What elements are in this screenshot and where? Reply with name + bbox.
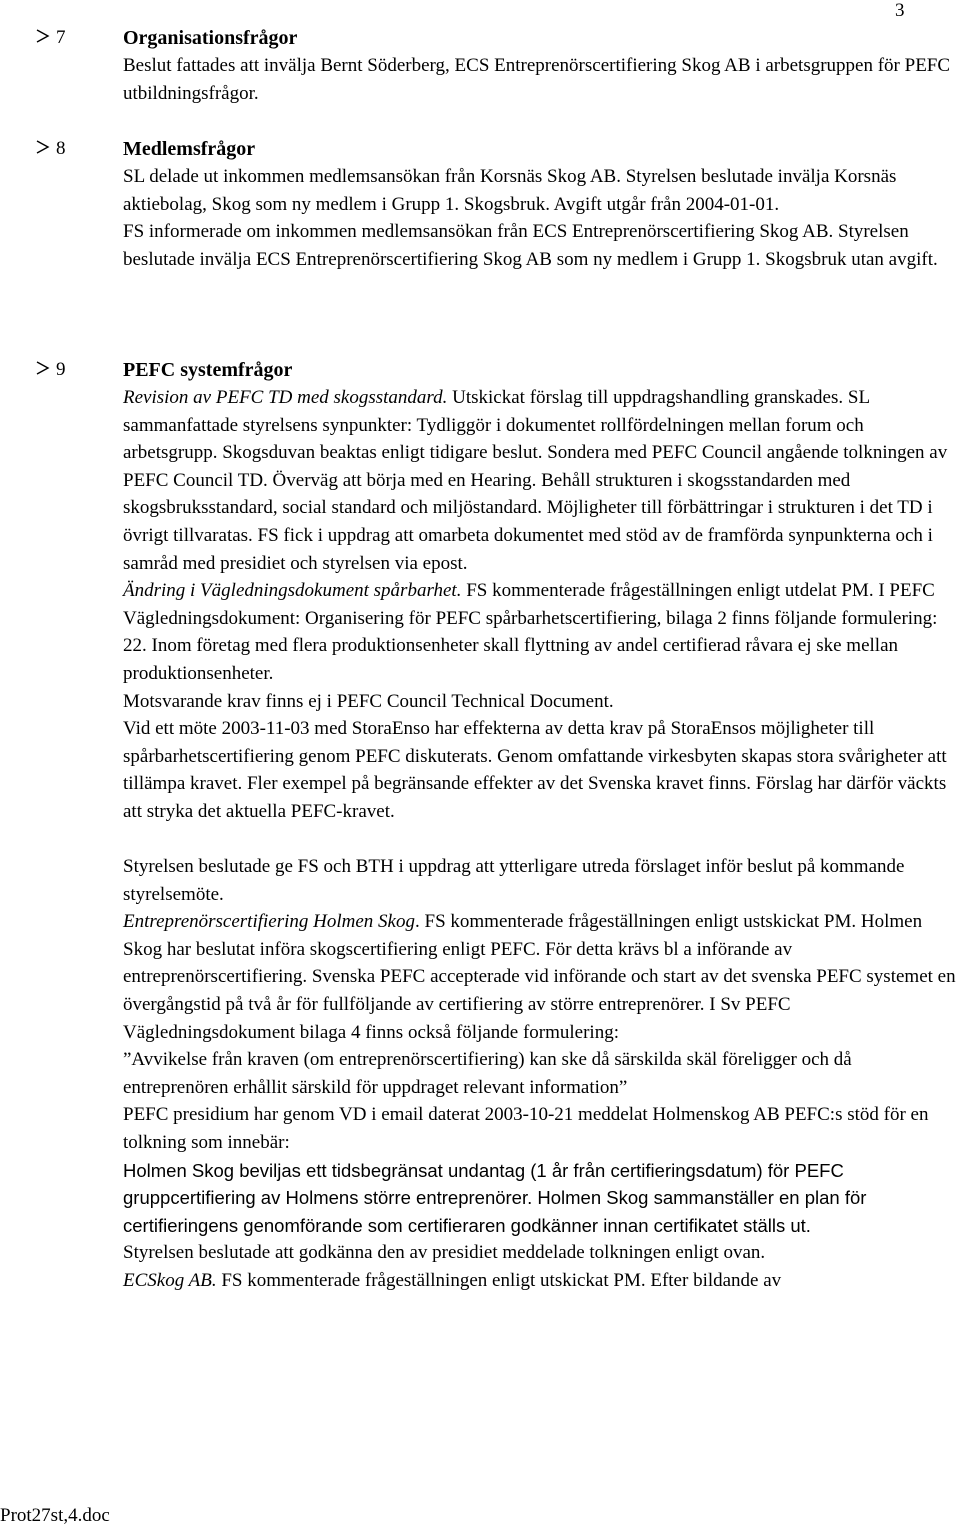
sans-paragraph: Holmen Skog beviljas ett tidsbegränsat undantag (1 år från certifieringsdatum) för PEFC gruppcertifiering av Holmens större entreprenörer. Holmen Skog sammanställer en plan för certifieringens genomförande som certifieraren godkänner innan certifikatet ställs ut. [123,1159,867,1236]
paragraph [123,384,957,577]
footer-filename: Prot27st,4.doc [0,1505,110,1526]
arrow-bullet-icon [36,28,50,44]
paragraph [123,908,957,1046]
paragraph-text: . FS kommenterade frågeställningen enligt ustskickat PM. Holmen Skog har beslutat införa skogscertifiering enligt PEFC. För detta krävs bl a införande av entreprenörscertifiering. Svenska PEFC accepterade vid införande och start av det svenska PEFC systemet en övergångstid på två år för fullföljande av certifiering av större entreprenörer. I Sv PEFC Vägledningsdokument bilaga 4 finns också följande formulering: [123,911,956,1043]
section-body [123,384,957,1295]
section-number-label: 7 [56,27,66,48]
section-number-label: 9 [56,359,66,380]
section-body [123,52,957,107]
paragraph: Beslut fattades att invälja Bernt Söderberg, ECS Entreprenörscertifiering Skog AB i arbetsgruppen för PEFC utbildningsfrågor. [123,55,951,104]
paragraph: PEFC presidium har genom VD i email daterat 2003-10-21 meddelat Holmenskog AB PEFC:s stöd för en tolkning som innebär: [123,1104,929,1154]
section-title: Organisationsfrågor [123,27,298,49]
paragraph [123,1267,957,1295]
paragraph: Motsvarande krav finns ej i PEFC Council Technical Document. [123,690,614,712]
section-title: PEFC systemfrågor [123,359,293,381]
section-number [36,24,66,52]
italic-subject: ECSkog AB. [123,1270,217,1291]
arrow-bullet-icon [36,360,50,376]
paragraph: SL delade ut inkommen medlemsansökan från Korsnäs Skog AB. Styrelsen beslutade invälja Korsnäs aktiebolag, Skog som ny medlem i Grupp 1. Skogsbruk. Avgift utgår från 2004-01-01. [123,166,897,215]
blank-line [123,826,957,854]
paragraph [123,577,957,632]
paragraph-text: Utskickat förslag till uppdragshandling granskades. SL sammanfattade styrelsens synpunkter: Tydliggör i dokumentet rollfördelningen mellan forum och arbetsgrupp. Skogsduvan beaktas enligt tidigare beslut. Sondera med PEFC Council angående tolkningen av PEFC Council TD. Överväg att börja med en Hearing. Behåll strukturen i skogsstandarden med skogsbruksstandard, social standard och miljöstandard. Möjligheter till förbättringar i strukturen i det TD i övrigt tillvaratas. FS fick i uppdrag att omarbeta dokumentet med stöd av de framförda synpunkterna och i samråd med presidiet och styrelsen via epost. [123,387,948,574]
page-number: 3 [895,0,905,21]
section-title: Medlemsfrågor [123,138,256,160]
paragraph-text: FS kommenterade frågeställningen enligt utskickat PM. Efter bildande av [216,1270,782,1291]
paragraph: Vid ett möte 2003-11-03 med StoraEnso har effekterna av detta krav på StoraEnsos möjligheter till spårbarhetscertifiering genom PEFC diskuterats. Genom omfattande virkesbyten skapas stora svårigheter att tillämpa kravet. Fler exempel på begränsande effekter av det Svenska kravet finns. Förslag har därför väckts att stryka det aktuella PEFC-kravet. [123,718,947,822]
italic-subject: Revision av PEFC TD med skogsstandard. [123,387,448,408]
paragraph: Styrelsen beslutade ge FS och BTH i uppdrag att ytterligare utreda förslaget inför beslut på kommande styrelsemöte. [123,856,905,905]
italic-subject: Ändring i Vägledningsdokument spårbarhet. [123,580,462,602]
italic-subject: Entreprenörscertifiering Holmen Skog [123,911,415,933]
paragraph: 22. Inom företag med flera produktionsenheter skall flyttning av andel certifierad råvara ej ske mellan produktionsenheter. [123,635,899,684]
quote-paragraph: ”Avvikelse från kraven (om entreprenörscertifiering) kan ske då särskilda skäl föreligger och då entreprenören erhållit särskild för uppdraget relevant information” [123,1049,852,1098]
section-body [123,163,957,273]
paragraph: Styrelsen beslutade att godkänna den av presidiet meddelade tolkningen enligt ovan. [123,1242,766,1264]
section-number [36,135,66,163]
arrow-bullet-icon [36,139,50,155]
paragraph-text: FS kommenterade frågeställningen enligt utdelat PM. I PEFC Vägledningsdokument: Organisering för PEFC spårbarhetscertifiering, bilaga 2 finns följande formulering: [123,580,938,629]
section-number-label: 8 [56,138,66,159]
paragraph: FS informerade om inkommen medlemsansökan från ECS Entreprenörscertifiering Skog AB. Styrelsen beslutade invälja ECS Entreprenörscertifiering Skog AB som ny medlem i Grupp 1. Skogsbruk utan avgift. [123,221,938,270]
section-number [36,356,66,384]
